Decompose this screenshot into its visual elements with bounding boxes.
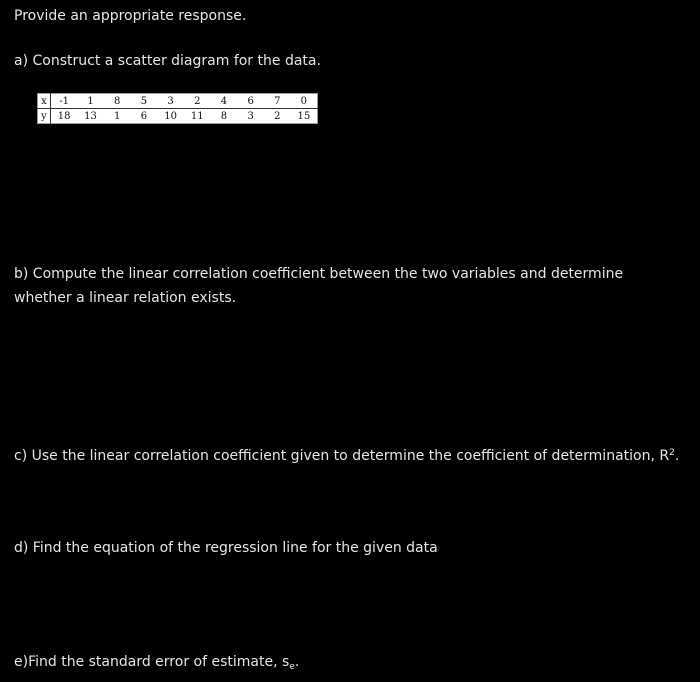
question-e	[14, 650, 299, 674]
y-value: 11	[190, 110, 204, 122]
se-subscript: e	[289, 662, 295, 672]
x-value: 6	[237, 94, 264, 109]
question-c-suffix: .	[674, 448, 680, 464]
x-value: 7	[264, 94, 291, 109]
question-b: b) Compute the linear correlation coefficient between the two variables and determine whether a linear relation exists.	[14, 266, 624, 306]
y-value: 15	[297, 110, 311, 122]
question-c	[14, 444, 679, 468]
x-value: 0	[291, 94, 318, 109]
y-value: 2	[274, 110, 281, 122]
x-value: 2	[184, 94, 211, 109]
y-value: 1	[114, 110, 121, 122]
y-value: 13	[84, 110, 97, 122]
table-row-x	[38, 94, 318, 109]
question-a: a) Construct a scatter diagram for the data.	[14, 53, 321, 69]
x-value: 5	[131, 94, 158, 109]
r-squared-superscript: 2	[669, 448, 675, 458]
question-d: d) Find the equation of the regression line for the given data	[14, 540, 438, 556]
question-e-suffix: .	[294, 654, 300, 670]
question-c-text: c) Use the linear correlation coefficient given to determine the coefficient of determination, R	[14, 448, 670, 464]
y-value: 18	[57, 110, 71, 122]
data-table	[37, 93, 318, 124]
instruction-text: Provide an appropriate response.	[14, 8, 247, 24]
question-e-text: e)Find the standard error of estimate, s	[14, 654, 290, 670]
y-value: 10	[164, 110, 177, 122]
x-value: 8	[104, 94, 131, 109]
y-value: 8	[220, 110, 228, 122]
x-value: -1	[51, 94, 78, 109]
x-row-label: x	[38, 94, 51, 109]
y-value: 6	[140, 110, 148, 122]
x-value: 3	[157, 94, 184, 109]
table-row-y	[38, 109, 318, 124]
y-value: 3	[247, 110, 254, 122]
x-value: 1	[77, 94, 104, 109]
y-row-label: y	[38, 109, 51, 124]
x-value: 4	[211, 94, 238, 109]
